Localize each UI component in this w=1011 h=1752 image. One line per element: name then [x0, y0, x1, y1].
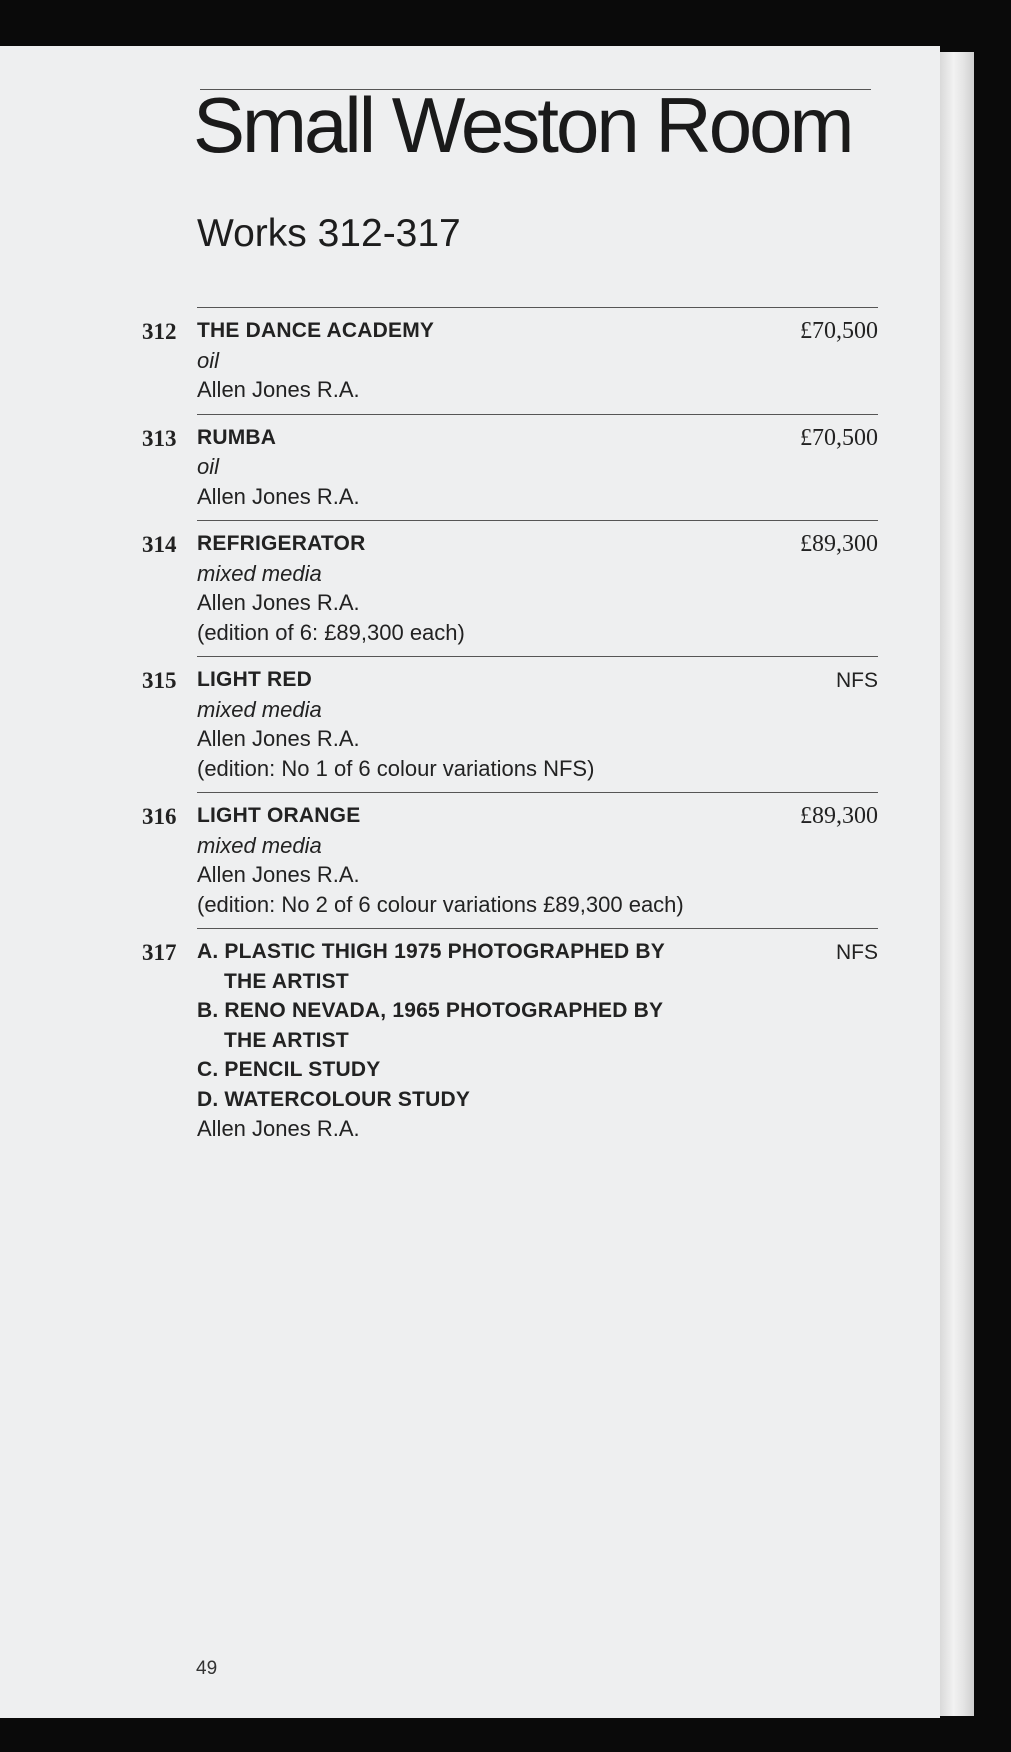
page-number: 49: [196, 1658, 218, 1679]
entry-title: THE DANCE ACADEMY: [197, 319, 435, 342]
entry-edition-note: (edition of 6: £89,300 each): [197, 619, 465, 645]
entry-title-line: B. RENO NEVADA, 1965 PHOTOGRAPHED BY: [197, 999, 664, 1022]
catalogue-entries: [0, 307, 940, 1153]
catalogue-entry-317: [142, 928, 878, 1153]
catalogue-entry-312: [142, 307, 878, 414]
entry-artist: Allen Jones R.A.: [197, 483, 360, 509]
room-title: Small Weston Room: [193, 81, 852, 169]
entry-medium: mixed media: [197, 560, 322, 586]
entry-title-line: THE ARTIST: [224, 969, 349, 993]
entry-title: REFRIGERATOR: [197, 532, 366, 555]
entry-edition-note: (edition: No 2 of 6 colour variations £89,300 each): [197, 891, 684, 917]
entry-title: LIGHT RED: [197, 668, 312, 691]
entry-price: £89,300: [800, 803, 878, 829]
page-edge: [940, 52, 974, 1716]
entry-artist: Allen Jones R.A.: [197, 726, 360, 751]
entry-edition-note: (edition: No 1 of 6 colour variations NFS): [197, 755, 595, 781]
entry-title: RUMBA: [197, 425, 277, 449]
entry-price: £89,300: [800, 531, 878, 557]
entry-number: 315: [142, 668, 177, 693]
entry-number: 313: [142, 425, 177, 451]
entry-price: £70,500: [800, 424, 878, 451]
entry-artist: Allen Jones R.A.: [197, 377, 360, 402]
catalogue-entry-314: [142, 520, 878, 656]
entry-price: £70,500: [800, 318, 878, 344]
entry-title-line: D. WATERCOLOUR STUDY: [197, 1087, 471, 1111]
entry-number: 312: [142, 319, 177, 344]
entry-price: NFS: [836, 669, 878, 692]
entry-title-line: C. PENCIL STUDY: [197, 1058, 381, 1081]
catalogue-entry-313: [142, 414, 878, 521]
works-range: Works 312-317: [197, 212, 461, 255]
entry-number: 314: [142, 532, 177, 557]
catalogue-entry-316: [142, 792, 878, 928]
catalogue-entry-315: [142, 656, 878, 792]
entry-title-line: THE ARTIST: [224, 1028, 349, 1052]
entry-number: 317: [142, 940, 177, 965]
entry-artist: Allen Jones R.A.: [197, 590, 360, 615]
entry-medium: mixed media: [197, 696, 322, 722]
entry-title-line: A. PLASTIC THIGH 1975 PHOTOGRAPHED BY: [197, 940, 665, 963]
entry-number: 316: [142, 804, 177, 829]
entry-title: LIGHT ORANGE: [197, 804, 361, 827]
entry-medium: oil: [197, 347, 220, 373]
entry-artist: Allen Jones R.A.: [197, 1116, 360, 1141]
entry-price: NFS: [836, 941, 878, 964]
entry-artist: Allen Jones R.A.: [197, 862, 360, 887]
entry-medium: oil: [197, 454, 220, 479]
entry-medium: mixed media: [197, 832, 322, 858]
